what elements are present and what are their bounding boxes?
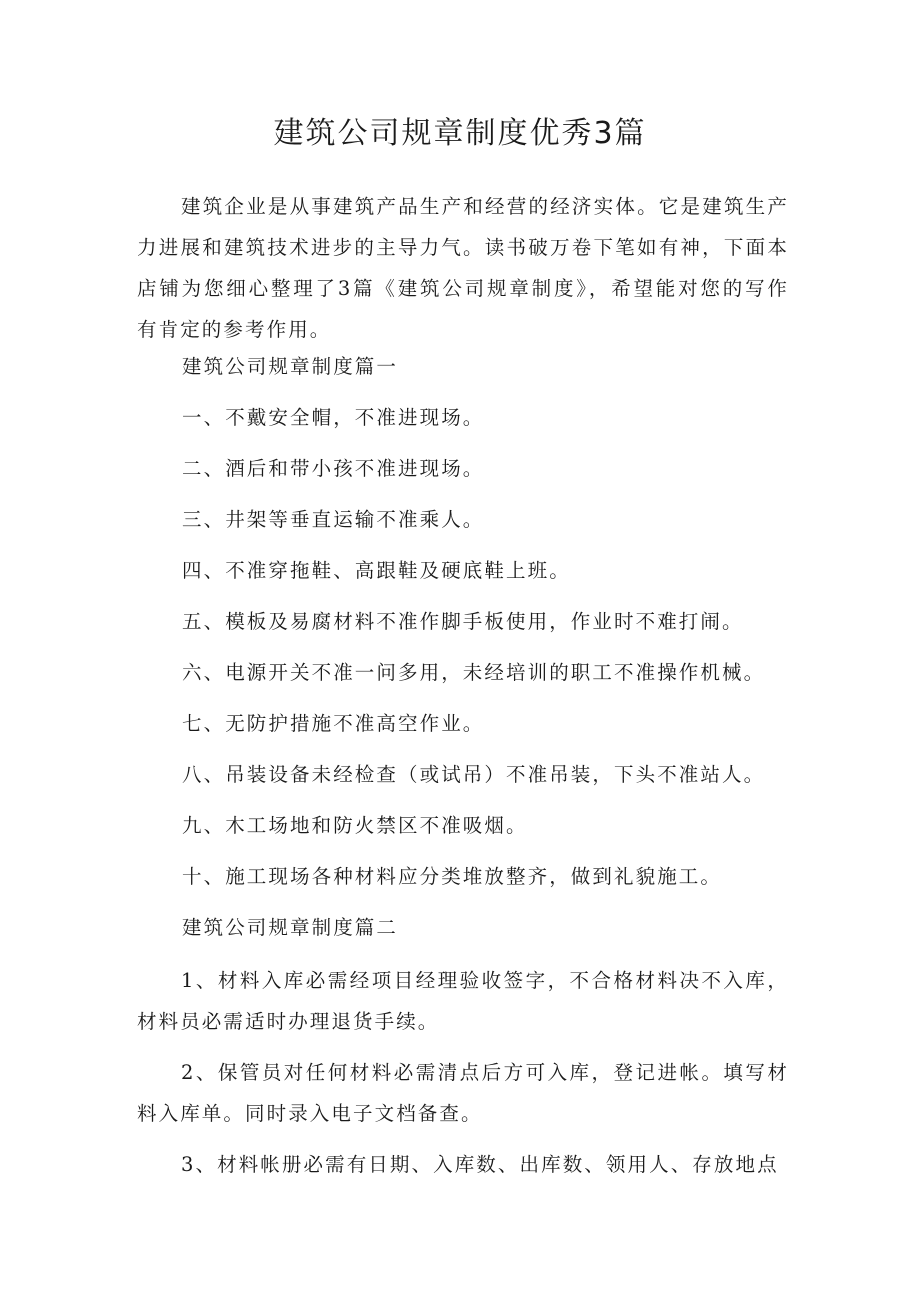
rule-item-5: 五、模板及易腐材料不准作脚手板使用，作业时不难打闹。 bbox=[182, 610, 744, 633]
document-title: 建筑公司规章制度优秀3篇 bbox=[273, 116, 647, 151]
rule-item-8: 八、吊装设备未经检查（或试吊）不准吊装，下头不准站人。 bbox=[182, 763, 766, 786]
material-rule-2: 2、保管员对任何材料必需清点后方可入库，登记进帐。填写材料入库单。同时录入电子文档备查。 bbox=[137, 1061, 789, 1125]
rule-item-9: 九、木工场地和防火禁区不准吸烟。 bbox=[182, 814, 528, 837]
rule-item-3: 三、井架等垂直运输不准乘人。 bbox=[182, 508, 485, 531]
material-rule-3: 3、材料帐册必需有日期、入库数、出库数、领用人、存放地点 bbox=[181, 1153, 779, 1176]
intro-paragraph: 建筑企业是从事建筑产品生产和经营的经济实体。它是建筑生产力进展和建筑技术进步的主导力气。读书破万卷下笔如有神，下面本店铺为您细心整理了3篇《建筑公司规章制度》，希望能对您的写作有肯定的参考作用。 bbox=[137, 195, 789, 341]
rule-item-6: 六、电源开关不准一问多用，未经培训的职工不准操作机械。 bbox=[182, 661, 766, 684]
rule-item-4: 四、不准穿拖鞋、高跟鞋及硬底鞋上班。 bbox=[182, 559, 571, 582]
rule-item-7: 七、无防护措施不准高空作业。 bbox=[182, 712, 485, 735]
rule-item-1: 一、不戴安全帽，不准进现场。 bbox=[182, 406, 485, 429]
rule-item-2: 二、酒后和带小孩不准进现场。 bbox=[182, 457, 485, 480]
section-heading-1: 建筑公司规章制度篇一 bbox=[182, 355, 399, 378]
material-rule-1: 1、材料入库必需经项目经理验收签字，不合格材料决不入库，材料员必需适时办理退货手续。 bbox=[137, 969, 789, 1033]
section-heading-2: 建筑公司规章制度篇二 bbox=[182, 916, 399, 939]
rule-item-10: 十、施工现场各种材料应分类堆放整齐，做到礼貌施工。 bbox=[182, 865, 723, 888]
